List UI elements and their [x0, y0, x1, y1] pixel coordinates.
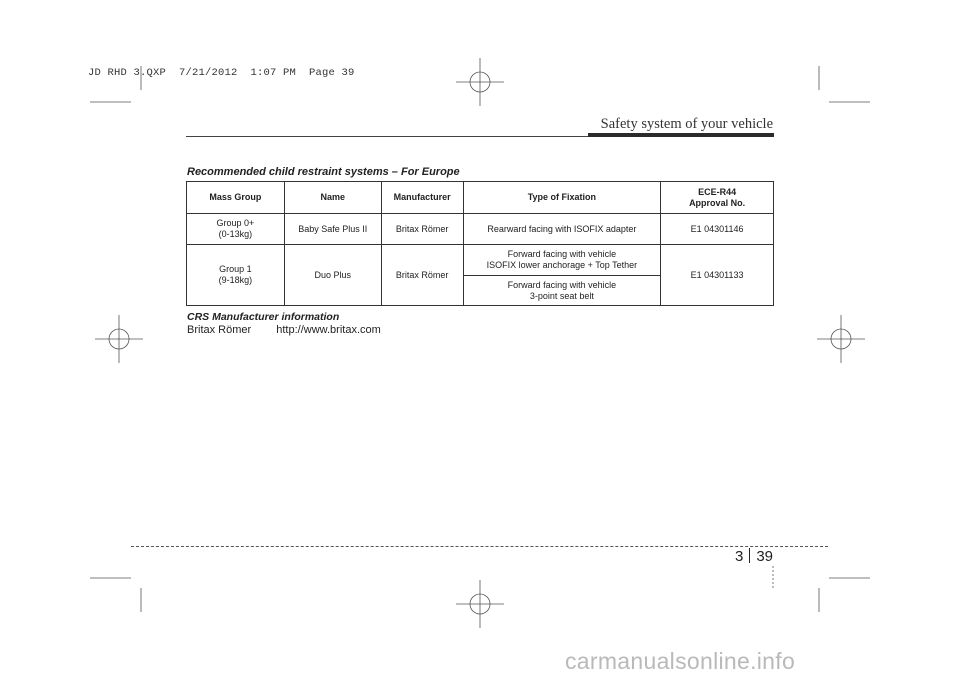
fixation-line2: 3-point seat belt	[529, 290, 594, 301]
cell-name: Baby Safe Plus II	[284, 214, 381, 245]
footer-dashed-rule	[131, 546, 828, 547]
fixation-line1: Forward facing with vehicle	[507, 279, 617, 290]
table-row	[187, 245, 774, 276]
cell-mass-group	[187, 245, 285, 306]
crs-url-link[interactable]: http://www.britax.com	[276, 324, 381, 336]
registration-target-bottom	[456, 580, 504, 628]
cell-approval: E1 04301133	[661, 245, 774, 306]
registration-target-left	[95, 315, 143, 363]
slug-line: JD RHD 3.QXP 7/21/2012 1:07 PM Page 39	[88, 67, 355, 79]
group-line1: Group 0+	[216, 218, 255, 228]
header-name: Name	[284, 182, 381, 214]
crs-table	[186, 181, 774, 306]
cell-fixation: Rearward facing with ISOFIX adapter	[463, 214, 661, 245]
header-mass-group: Mass Group	[187, 182, 285, 214]
header-fixation: Type of Fixation	[463, 182, 661, 214]
fixation-line1: Forward facing with vehicle	[507, 249, 617, 259]
group-line2: (0-13kg)	[218, 229, 253, 239]
cell-approval: E1 04301146	[661, 214, 774, 245]
group-line1: Group 1	[219, 264, 252, 274]
cell-mass-group	[187, 214, 285, 245]
header-bar	[588, 133, 774, 137]
cell-fixation	[463, 276, 661, 306]
group-line2: (9-18kg)	[218, 275, 253, 285]
registration-target-top	[456, 58, 504, 106]
cell-manufacturer: Britax Römer	[381, 214, 463, 245]
page-number	[735, 548, 773, 565]
page-number-value: 39	[756, 548, 773, 565]
header-manufacturer: Manufacturer	[381, 182, 463, 214]
crs-info-line	[187, 324, 381, 336]
fixation-line2: ISOFIX lower anchorage + Top Tether	[486, 260, 638, 270]
running-header: Safety system of your vehicle	[600, 116, 773, 132]
header-approval-line1: ECE-R44	[698, 186, 737, 197]
page-number-separator	[749, 548, 750, 563]
header-approval-line2: Approval No.	[689, 197, 746, 208]
watermark: carmanualsonline.info	[565, 648, 796, 674]
cell-fixation	[463, 245, 661, 276]
header-approval	[661, 182, 774, 214]
section-title: Recommended child restraint systems – For Europe	[187, 166, 460, 178]
table-header-row	[187, 182, 774, 214]
registration-target-right	[817, 315, 865, 363]
crs-manufacturer: Britax Römer	[187, 324, 252, 336]
chapter-number: 3	[734, 548, 744, 565]
crs-info-heading: CRS Manufacturer information	[187, 311, 340, 323]
cell-name: Duo Plus	[284, 245, 381, 306]
cell-manufacturer: Britax Römer	[381, 245, 463, 306]
table-row	[187, 214, 774, 245]
